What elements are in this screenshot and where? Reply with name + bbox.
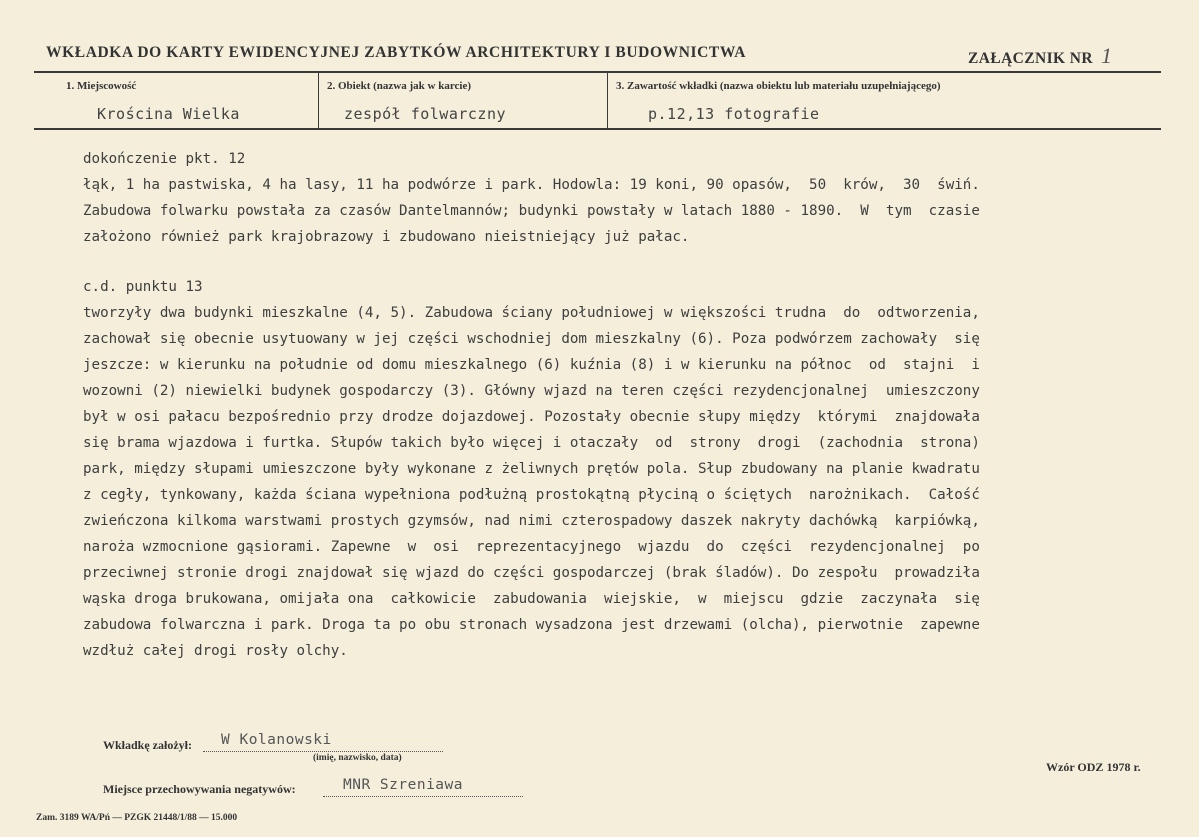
locality-label: 1. Miejscowość [66,80,137,92]
annex-number: 1 [1100,43,1113,68]
section2-line: wzdłuż całej drogi rosły olchy. [83,643,348,659]
section2-line: wąska droga brukowana, omijała ona całkowicie zabudowania wiejskie, w miejscu gdzie zaczynała się [83,591,980,607]
created-by-hint: (imię, nazwisko, data) [313,753,402,763]
section2-heading: c.d. punktu 13 [83,279,203,295]
section1-line: łąk, 1 ha pastwiska, 4 ha lasy, 11 ha podwórze i park. Hodowla: 19 koni, 90 opasów, 50 krów, 30 świń. [83,177,980,193]
section2-line: park, między słupami umieszczone były wykonane z żeliwnych prętów pola. Słup zbudowany na planie kwadratu [83,461,980,477]
section2-line: tworzyły dwa budynki mieszkalne (4, 5). Zabudowa ściany południowej w większości trudna do odtworzenia, [83,305,980,321]
created-by-value: W Kolanowski [221,732,332,748]
document-title: WKŁADKA DO KARTY EWIDENCYJNEJ ZABYTKÓW ARCHITEKTURY I BUDOWNICTWA [46,44,747,61]
section1-heading: dokończenie pkt. 12 [83,151,246,167]
column-divider-2 [607,73,608,129]
section2-line: wozowni (2) niewielki budynek gospodarczy (3). Główny wjazd na teren części rezydencjonalnej umieszczony [83,383,980,399]
created-by-dotline [203,751,443,752]
section2-line: jeszcze: w kierunku na południe od domu mieszkalnego (6) kuźnia (8) i w kierunku na północ od stajni i [83,357,980,373]
section2-line: przeciwnej stronie drogi znajdował się wjazd do części gospodarczej (brak śladów). Do zespołu prowadziła [83,565,980,581]
header-rule-bottom [34,128,1161,130]
section2-line: z cegły, tynkowany, każda ściana wypełniona podłużną prostokątną płyciną o ściętych narożnikach. Całość [83,487,980,503]
section1-line: założono również park krajobrazowy i zbudowano nieistniejący już pałac. [83,229,690,245]
section2-line: zwieńczona kilkoma warstwami prostych gzymsów, nad nimi czterospadowy daszek nakryty dachówką karpiówką, [83,513,980,529]
section2-line: zachował się obecnie usytuowany w jej części wschodniej dom mieszkalny (6). Poza podwórzem zachowały się [83,331,980,347]
annex-label-text: ZAŁĄCZNIK NR [968,50,1093,67]
created-by-label: Wkładkę założył: [103,738,192,752]
section2-line: naroża wzmocnione gąsiorami. Zapewne w osi reprezentacyjnego wjazdu do części rezydencjonalnej po [83,539,980,555]
section2-line: był w osi pałacu bezpośrednio przy drodze dojazdowej. Pozostały obecnie słupy między którymi znajdowała [83,409,980,425]
object-value: zespół folwarczny [344,105,507,123]
locality-value: Krościna Wielka [97,105,240,123]
storage-label: Miejsce przechowywania negatywów: [103,782,296,796]
annex-label [968,43,1112,69]
storage-value: MNR Szreniawa [343,777,463,793]
object-label: 2. Obiekt (nazwa jak w karcie) [327,80,472,92]
contents-value: p.12,13 fotografie [648,105,820,123]
section2-line: się brama wjazdowa i furtka. Słupów takich było więcej i otaczały od strony drogi (zachodnia strona) [83,435,980,451]
contents-label: 3. Zawartość wkładki (nazwa obiektu lub materiału uzupełniającego) [616,80,941,92]
section2-line: zabudowa folwarczna i park. Droga ta po obu stronach wysadzona jest drzewami (olcha), pierwotnie zapewne [83,617,980,633]
form-model: Wzór ODZ 1978 r. [1046,760,1141,774]
column-divider-1 [318,73,319,129]
storage-dotline [323,796,523,797]
print-info: Zam. 3189 WA/Pń — PZGK 21448/1/88 — 15.000 [36,813,238,823]
header-rule-top [34,71,1161,73]
section1-line: Zabudowa folwarku powstała za czasów Dantelmannów; budynki powstały w latach 1880 - 1890. W tym czasie [83,203,980,219]
